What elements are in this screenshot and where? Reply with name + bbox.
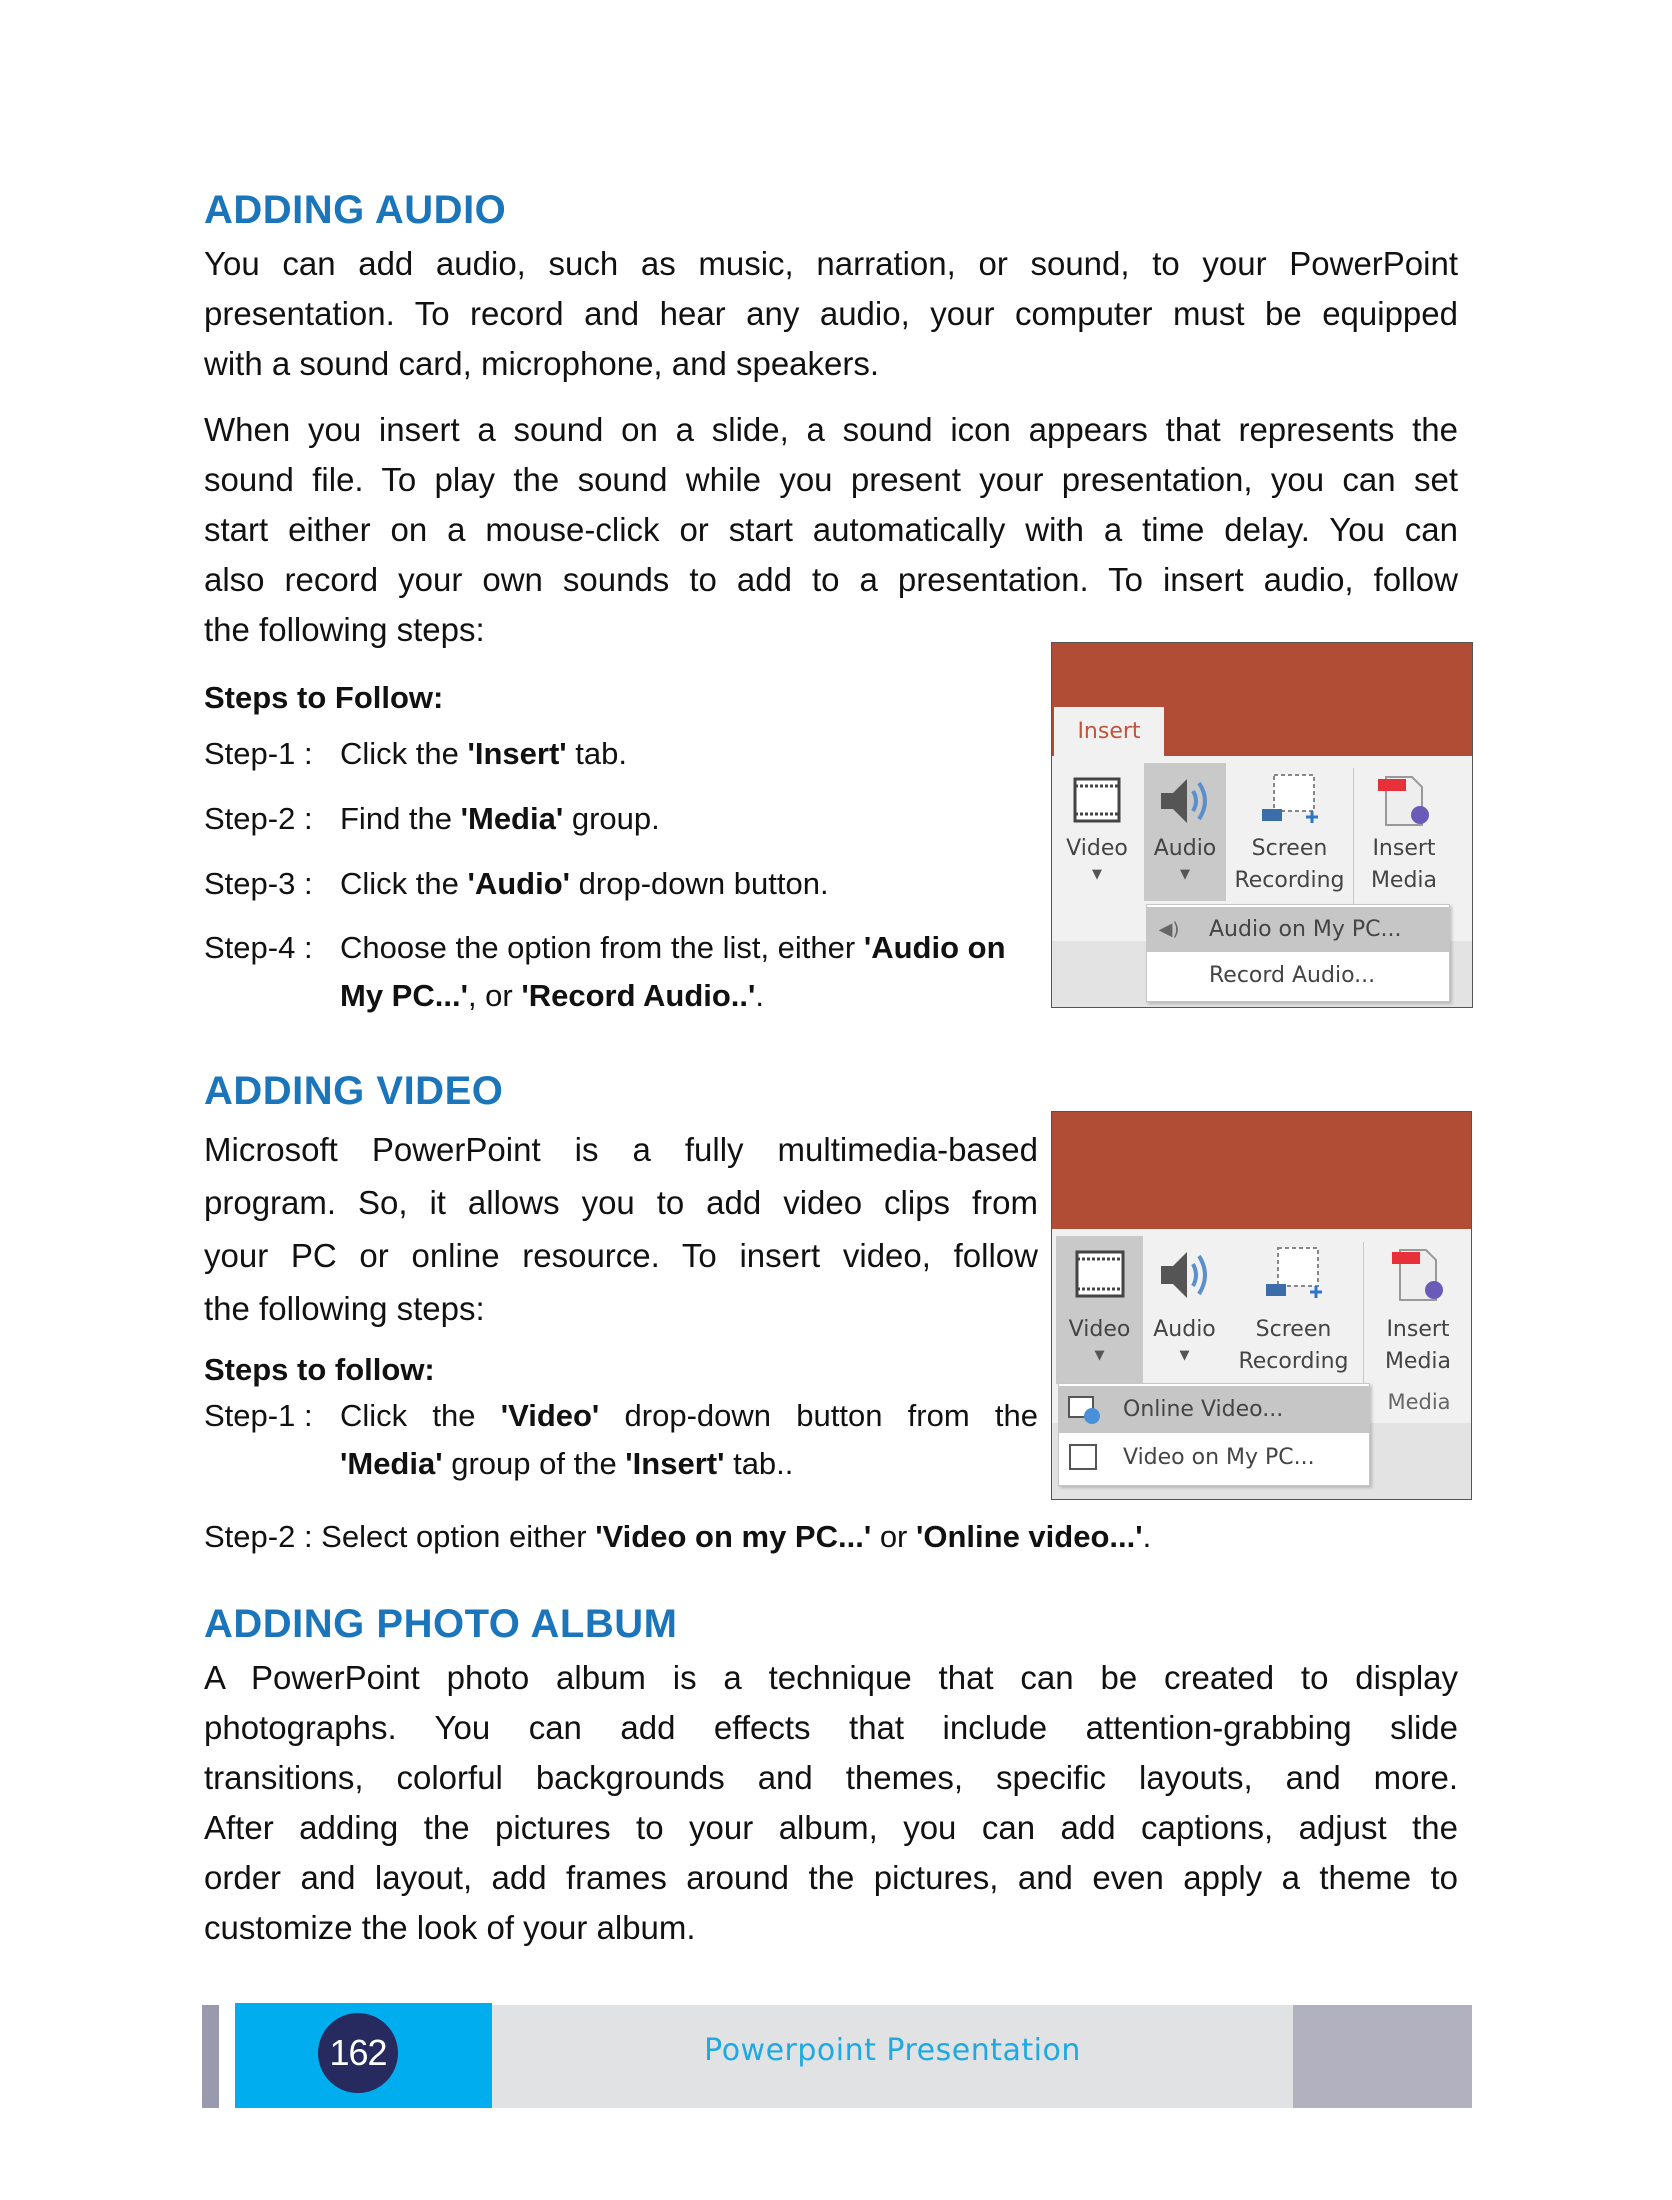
menu-item-audio-on-my-pc[interactable] xyxy=(1147,907,1449,952)
film-icon xyxy=(1067,1442,1101,1472)
button-label: Recording xyxy=(1234,868,1345,893)
chevron-down-icon: ▼ xyxy=(1092,867,1102,882)
menu-item-label: Audio on My PC... xyxy=(1209,917,1402,942)
heading-adding-audio: ADDING AUDIO xyxy=(204,188,507,232)
step-label: Step-2 : xyxy=(204,1519,313,1554)
video-ribbon-screenshot xyxy=(1051,1111,1472,1500)
photo-album-paragraph xyxy=(204,1653,1458,1953)
page-number: 162 xyxy=(318,2013,398,2093)
step-text: Choose the option from the list, either 'Audio on My PC...', or 'Record Audio..'. xyxy=(340,930,1006,1013)
tab-insert[interactable]: Insert xyxy=(1054,707,1164,759)
button-label: Screen xyxy=(1251,836,1328,861)
footer-left-bar xyxy=(202,2005,219,2108)
footer-title: Powerpoint Presentation xyxy=(704,2033,1081,2068)
menu-item-video-on-my-pc[interactable] xyxy=(1059,1433,1369,1481)
video-intro-paragraph xyxy=(204,1123,1038,1335)
menu-item-label: Record Audio... xyxy=(1209,962,1376,988)
video-dropdown-menu xyxy=(1058,1383,1370,1486)
insert-media-button[interactable] xyxy=(1366,1236,1470,1384)
button-label: Video xyxy=(1068,1317,1131,1342)
text-line: the following steps: xyxy=(204,1290,485,1327)
text-line: When you insert a sound on a slide, a sound icon appears that represents the xyxy=(204,411,1458,448)
text-line: transitions, colorful backgrounds and themes, specific layouts, and more. xyxy=(204,1759,1458,1796)
button-label: Insert xyxy=(1372,836,1436,861)
step-label: Step-2 : xyxy=(204,801,313,836)
text-line: with a sound card, microphone, and speakers. xyxy=(204,345,880,382)
chevron-down-icon: ▼ xyxy=(1179,1348,1190,1363)
audio-button[interactable] xyxy=(1144,763,1226,901)
insert-media-button[interactable] xyxy=(1356,763,1452,901)
audio-button[interactable] xyxy=(1143,1236,1226,1384)
step-label: Step-1 : xyxy=(204,1398,313,1433)
audio-intro-paragraph xyxy=(204,239,1458,389)
audio-detail-paragraph xyxy=(204,405,1458,655)
step-label: Step-3 : xyxy=(204,866,313,901)
audio-step-3 xyxy=(204,860,829,908)
audio-step-2 xyxy=(204,795,660,843)
video-button[interactable] xyxy=(1053,763,1141,901)
step-text: Click the 'Insert' tab. xyxy=(340,736,627,771)
screen-recording-button[interactable] xyxy=(1226,763,1353,901)
text-line: presentation. To record and hear any audio, your computer must be equipped xyxy=(204,295,1458,332)
text-line: the following steps: xyxy=(204,611,485,648)
audio-step-1 xyxy=(204,730,627,778)
film-icon xyxy=(1073,777,1121,823)
step-text: Find the 'Media' group. xyxy=(340,801,660,836)
button-label: Video xyxy=(1066,836,1128,861)
button-label: Recording xyxy=(1238,1349,1349,1374)
step-label: Step-4 : xyxy=(204,930,313,965)
speaker-icon xyxy=(1157,773,1213,829)
text-line: order and layout, add frames around the pictures, and even apply a theme to xyxy=(204,1859,1458,1896)
heading-adding-video: ADDING VIDEO xyxy=(204,1069,504,1113)
text-line: start either on a mouse-click or start automatically with a time delay. You can xyxy=(204,511,1458,548)
text-line: sound file. To play the sound while you present your presentation, you can set xyxy=(204,461,1458,498)
button-label: Insert xyxy=(1386,1317,1450,1342)
video-steps-title: Steps to follow: xyxy=(204,1352,435,1387)
insert-media-icon xyxy=(1390,1246,1446,1304)
video-step-2: Step-2 : Select option either 'Video on my PC...' or 'Online video...'. xyxy=(204,1519,1152,1554)
audio-ribbon-screenshot xyxy=(1051,642,1473,1008)
text-line: After adding the pictures to your album, you can add captions, adjust the xyxy=(204,1809,1458,1846)
footer-right-block xyxy=(1293,2005,1472,2108)
insert-media-icon xyxy=(1376,773,1432,829)
menu-item-record-audio[interactable] xyxy=(1147,952,1449,998)
online-video-icon xyxy=(1067,1395,1101,1425)
screen-recording-icon xyxy=(1260,773,1320,829)
media-group-label: Media xyxy=(1387,1390,1451,1414)
chevron-down-icon: ▼ xyxy=(1094,1348,1105,1363)
film-icon xyxy=(1075,1250,1125,1298)
video-step-1 xyxy=(204,1392,1038,1488)
text-line: Microsoft PowerPoint is a fully multimedia-based xyxy=(204,1131,1038,1168)
audio-step-4 xyxy=(204,924,1044,1020)
text-line: program. So, it allows you to add video clips from xyxy=(204,1184,1038,1221)
group-separator xyxy=(1353,768,1354,908)
step-label: Step-1 : xyxy=(204,736,313,771)
step-text: Click the 'Video' drop-down button from the 'Media' group of the 'Insert' tab.. xyxy=(340,1398,1038,1481)
button-label: Screen xyxy=(1255,1317,1332,1342)
text-line: You can add audio, such as music, narration, or sound, to your PowerPoint xyxy=(204,245,1458,282)
chevron-down-icon: ▼ xyxy=(1180,867,1190,882)
button-label: Media xyxy=(1384,1349,1452,1374)
menu-item-label: Online Video... xyxy=(1123,1397,1284,1422)
menu-item-online-video[interactable] xyxy=(1059,1386,1369,1433)
text-line: your PC or online resource. To insert video, follow xyxy=(204,1237,1038,1274)
video-button[interactable] xyxy=(1056,1236,1143,1384)
text-line: also record your own sounds to add to a presentation. To insert audio, follow xyxy=(204,561,1458,598)
step-text: Click the 'Audio' drop-down button. xyxy=(340,866,829,901)
menu-item-label: Video on My PC... xyxy=(1123,1444,1315,1470)
text-line: photographs. You can add effects that include attention-grabbing slide xyxy=(204,1709,1458,1746)
title-bar xyxy=(1052,1112,1471,1229)
button-label: Audio xyxy=(1153,836,1217,861)
button-label: Media xyxy=(1370,868,1438,893)
heading-adding-photo-album: ADDING PHOTO ALBUM xyxy=(204,1602,678,1646)
speaker-icon xyxy=(1157,1246,1213,1304)
text-line: A PowerPoint photo album is a technique that can be created to display xyxy=(204,1659,1458,1696)
text-line: customize the look of your album. xyxy=(204,1909,696,1946)
screen-recording-icon xyxy=(1264,1246,1324,1304)
speaker-icon: ◀) xyxy=(1158,919,1180,940)
button-label: Audio xyxy=(1153,1317,1216,1342)
screen-recording-button[interactable] xyxy=(1226,1236,1361,1384)
audio-dropdown-menu xyxy=(1146,904,1450,1002)
audio-steps-title: Steps to Follow: xyxy=(204,680,444,715)
